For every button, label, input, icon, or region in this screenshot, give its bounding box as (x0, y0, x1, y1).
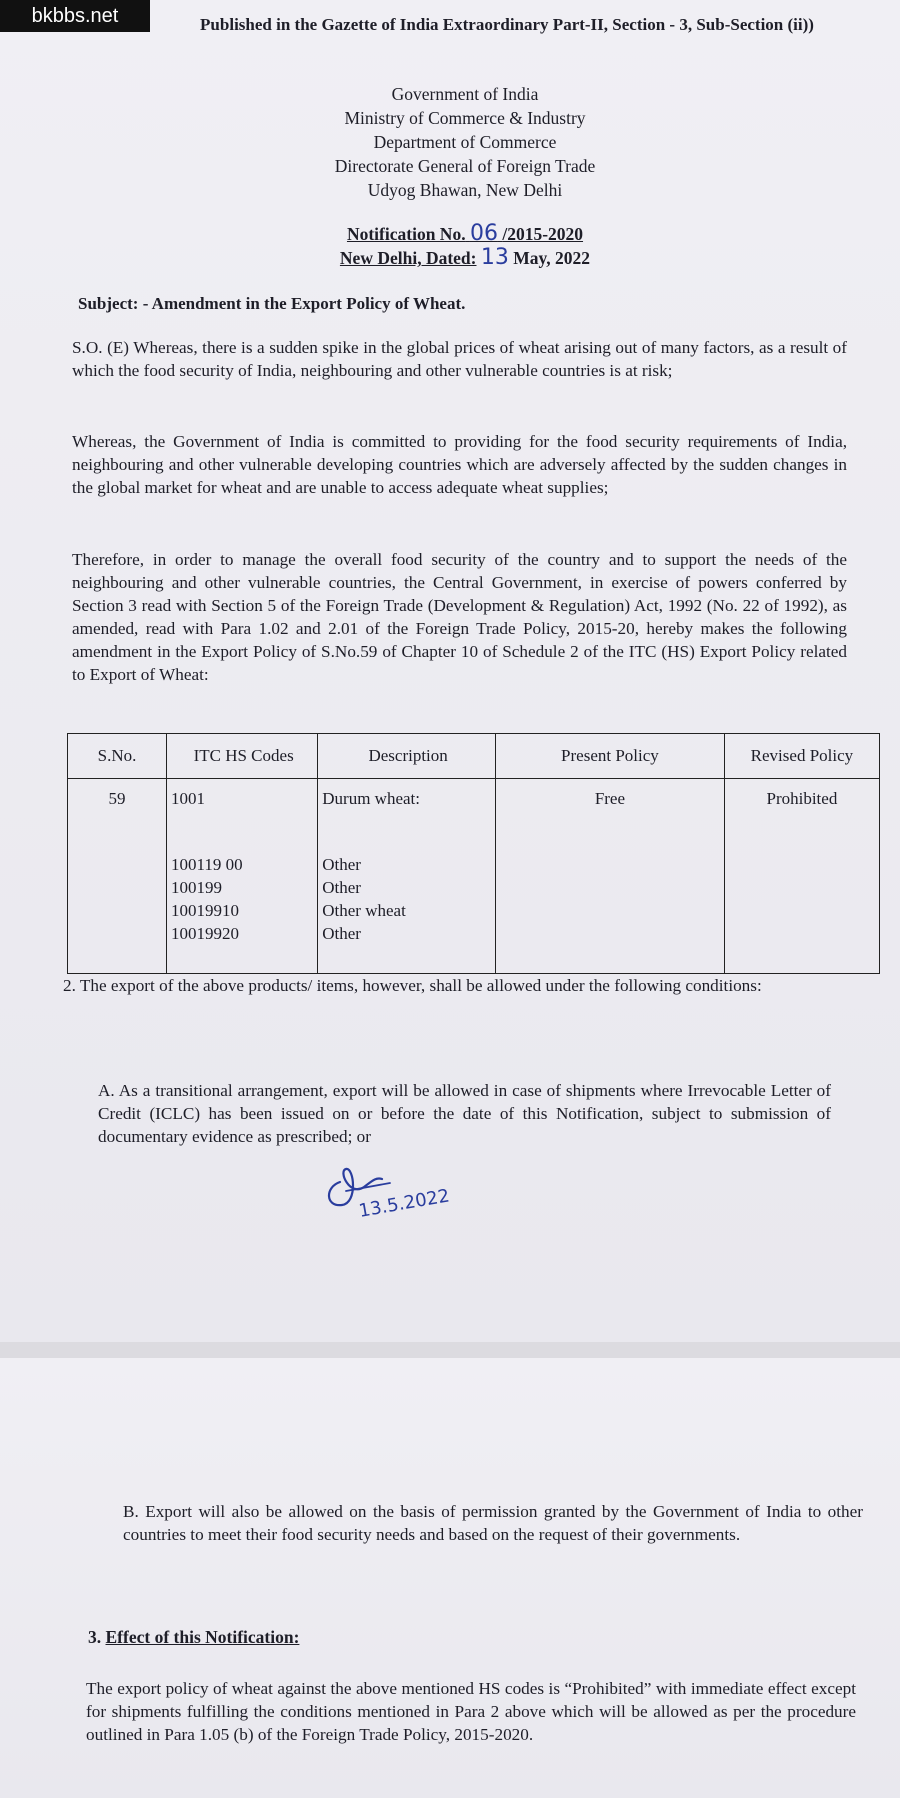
hs-code: 10019910 (170, 901, 239, 920)
desc-list (322, 853, 494, 945)
gazette-header: Published in the Gazette of India Extraordinary Part-II, Section - 3, Sub-Section (ii)) (200, 15, 814, 34)
header-sno: S.No. (68, 734, 167, 779)
cell-revised-policy: Prohibited (724, 779, 879, 974)
hs-code-main: 1001 (170, 789, 205, 808)
header-revised-policy: Revised Policy (724, 734, 879, 779)
policy-table (67, 733, 880, 974)
signature-icon (320, 1147, 520, 1227)
dated-prefix: New Delhi, Dated: (339, 248, 477, 268)
condition-b: B. Export will also be allowed on the basis of permission granted by the Government of India to other countries to meet their food security needs and based on the request of their governments. (123, 1502, 863, 1544)
paragraph-effect: The export policy of wheat against the above mentioned HS codes is “Prohibited” with immediate effect except for shipments fulfilling the conditions mentioned in Para 2 above which will be allowed as per the procedure outlined in Para 1.05 (b) of the Foreign Trade Policy, 2015-2020. (86, 1679, 856, 1744)
header-present-policy: Present Policy (496, 734, 725, 779)
paragraph-conditions-intro: 2. The export of the above products/ items, however, shall be allowed under the following conditions: (63, 976, 762, 995)
notification-suffix: /2015-2020 (502, 224, 584, 244)
gov-line: Directorate General of Foreign Trade (334, 156, 596, 176)
desc-main: Durum wheat: (322, 789, 420, 808)
section3-title: Effect of this Notification: (105, 1627, 300, 1647)
hs-code: 100119 00 (170, 855, 243, 874)
desc-item: Other (322, 924, 361, 943)
section3-heading (88, 1627, 299, 1648)
watermark-badge: bkbbs.net (0, 0, 150, 32)
paragraph-whereas-2: Whereas, the Government of India is committed to providing for the food security requirements of India, neighbouring and other vulnerable developing countries which are adversely affected by the sudden changes in the global market for wheat and are unable to access adequate wheat supplies; (72, 432, 847, 497)
dated-day: 13 (480, 245, 509, 270)
cell-sno: 59 (68, 779, 167, 974)
desc-item: Other (322, 878, 361, 897)
header-hs-codes: ITC HS Codes (166, 734, 317, 779)
signature-date: 13.5.2022 (357, 1185, 452, 1222)
cell-present-policy: Free (496, 779, 725, 974)
subject-line: Subject: - Amendment in the Export Policy of Wheat. (78, 294, 466, 313)
hs-code-list (171, 853, 316, 945)
notification-prefix: Notification No. (346, 224, 466, 244)
header-description: Description (318, 734, 496, 779)
gov-line: Ministry of Commerce & Industry (344, 108, 586, 128)
notification-block (300, 222, 630, 270)
cell-description (318, 779, 496, 974)
hs-code: 100199 (170, 878, 222, 897)
section3-number: 3. (88, 1627, 102, 1647)
gov-line: Government of India (391, 84, 539, 104)
table-header-row (68, 734, 880, 779)
government-block (280, 82, 650, 202)
notification-number-line (300, 222, 630, 246)
cell-hs-codes (166, 779, 317, 974)
hs-code: 10019920 (170, 924, 239, 943)
gov-line: Department of Commerce (373, 132, 557, 152)
gov-line: Udyog Bhawan, New Delhi (367, 180, 563, 200)
paragraph-whereas-1: S.O. (E) Whereas, there is a sudden spike in the global prices of wheat arising out of many factors, as a result of which the food security of India, neighbouring and other vulnerable countries is at risk; (72, 338, 847, 380)
notification-number: 06 (469, 221, 498, 246)
paragraph-therefore: Therefore, in order to manage the overall food security of the country and to support the needs of the neighbouring and other vulnerable countries, the Central Government, in exercise of powers conferred by Section 3 read with Section 5 of the Foreign Trade (Development & Regulation) Act, 1992 (No. 22 of 1992), as amended, read with Para 1.02 and 2.01 of the Foreign Trade Policy, 2015-20, hereby makes the following amendment in the Export Policy of S.No.59 of Chapter 10 of Schedule 2 of the ITC (HS) Export Policy related to Export of Wheat: (72, 550, 847, 684)
desc-item: Other (322, 855, 361, 874)
condition-a: A. As a transitional arrangement, export will be allowed in case of shipments where Irrevocable Letter of Credit (ICLC) has been issued on or before the date of this Notification, subject to submission of documentary evidence as prescribed; or (98, 1081, 831, 1146)
table-row (68, 779, 880, 974)
desc-item: Other wheat (322, 901, 406, 920)
notification-date-line (300, 246, 630, 270)
dated-suffix: May, 2022 (513, 248, 591, 268)
page-separator (0, 1342, 900, 1358)
